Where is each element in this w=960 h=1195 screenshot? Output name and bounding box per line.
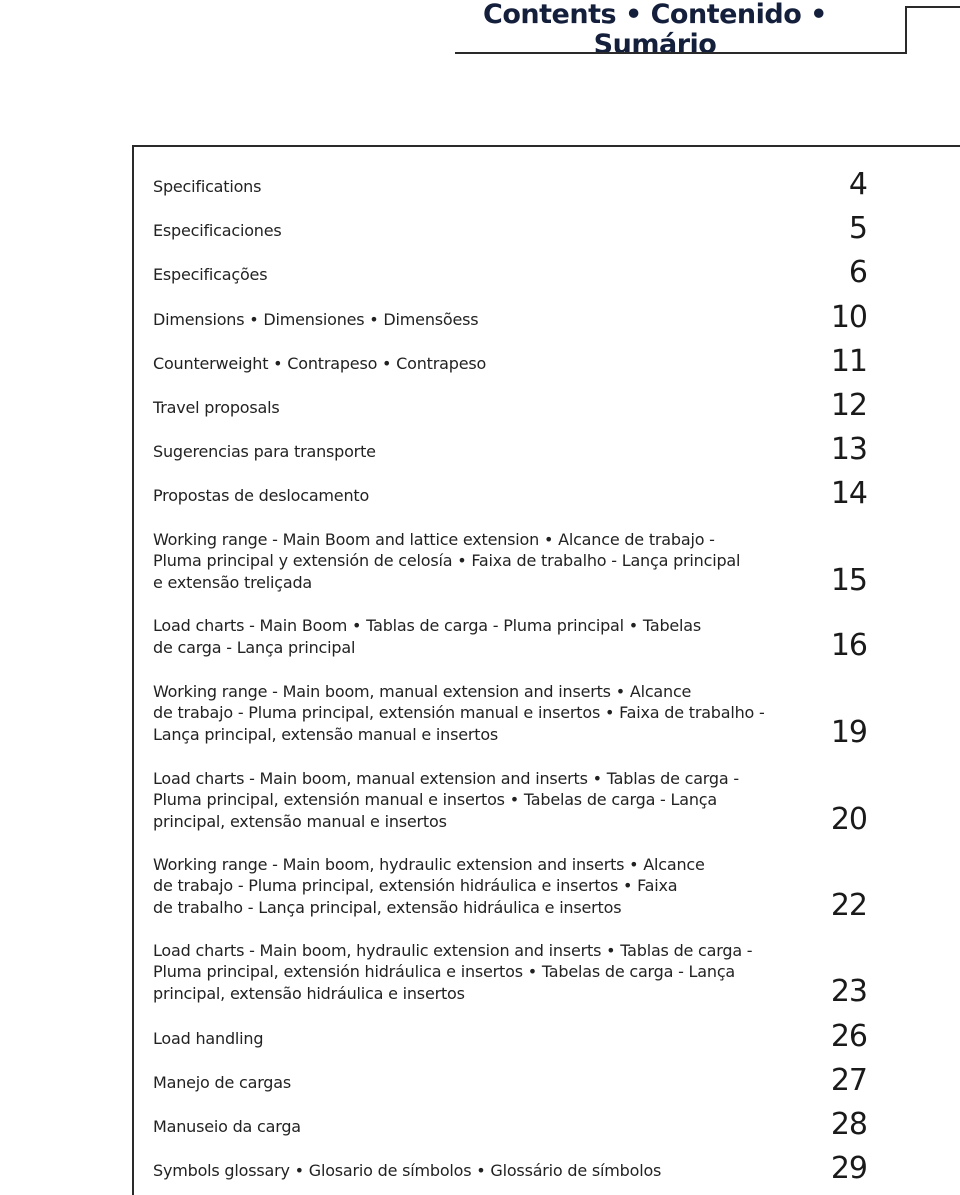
toc-entry-page-number: 14 [830,476,867,511]
toc-entry-page-number: 13 [830,432,867,467]
toc-entry-page-number: 4 [848,167,867,202]
toc-entry-label: Symbols glossary • Glosario de símbolos • Glossário de símbolos [153,1160,662,1180]
toc-entry-label: Specifications [153,176,262,196]
toc-entry-page-number: 19 [830,715,867,750]
toc-entry-label: Load charts - Main boom, hydraulic extension and inserts • Tablas de carga - Pluma principal, extensión hidráulica e insertos • Tabelas de carga - Lança principal, extensão hidráulica e insertos [153,940,753,1003]
toc-entry-label: Especificaciones [153,220,282,240]
frame-top-border [132,145,960,147]
toc-entry-page-number: 22 [830,888,867,923]
frame-left-border [132,145,134,1195]
toc-entry-label: Working range - Main Boom and lattice extension • Alcance de trabajo - Pluma principal y extensión de celosía • Faixa de trabalho - Lança principal e extensão treliçada [153,529,741,592]
toc-entry-label: Working range - Main boom, manual extension and inserts • Alcance de trabajo - Pluma principal, extensión manual e insertos • Faixa de trabalho - Lança principal, extensão manual e insertos [153,681,765,744]
toc-entry-page-number: 26 [830,1019,867,1054]
toc-entry-label: Counterweight • Contrapeso • Contrapeso [153,353,487,373]
toc-entry-label: Manuseio da carga [153,1116,301,1136]
toc-entry-label: Propostas de deslocamento [153,485,370,505]
corner-mark-horizontal [905,6,960,8]
toc-entry-page-number: 16 [830,628,867,663]
toc-entry-page-number: 23 [830,974,867,1009]
toc-entry-label: Sugerencias para transporte [153,441,376,461]
toc-entry-label: Especificações [153,264,268,284]
title-underline [455,52,907,54]
toc-entry-page-number: 15 [830,563,867,598]
toc-entry-label: Manejo de cargas [153,1072,291,1092]
toc-entry-page-number: 27 [830,1063,867,1098]
toc-entry-label: Load charts - Main boom, manual extension and inserts • Tablas de carga - Pluma principal, extensión manual e insertos • Tabelas de carga - Lança principal, extensão manual e insertos [153,768,739,831]
toc-entry-label: Travel proposals [153,397,280,417]
toc-entry-page-number: 20 [830,802,867,837]
toc-entry-label: Dimensions • Dimensiones • Dimensõess [153,309,479,329]
toc-entry-page-number: 6 [848,255,867,290]
toc-entry-page-number: 29 [830,1151,867,1186]
corner-mark-vertical [905,6,907,54]
toc-entry-page-number: 12 [830,388,867,423]
toc-entry-page-number: 28 [830,1107,867,1142]
toc-entry-label: Load charts - Main Boom • Tablas de carga - Pluma principal • Tabelas de carga - Lança principal [153,616,702,657]
toc-entry-page-number: 5 [848,211,867,246]
toc-entry-page-number: 11 [830,344,867,379]
page-title: Contents • Contenido • Sumário [483,0,827,60]
toc-entry-page-number: 10 [830,300,867,335]
toc-entry-label: Working range - Main boom, hydraulic extension and inserts • Alcance de trabajo - Pluma principal, extensión hidráulica e insertos • Faixa de trabalho - Lança principal, extensão hidráulica e insertos [153,854,705,917]
toc-entry-label: Load handling [153,1028,264,1048]
